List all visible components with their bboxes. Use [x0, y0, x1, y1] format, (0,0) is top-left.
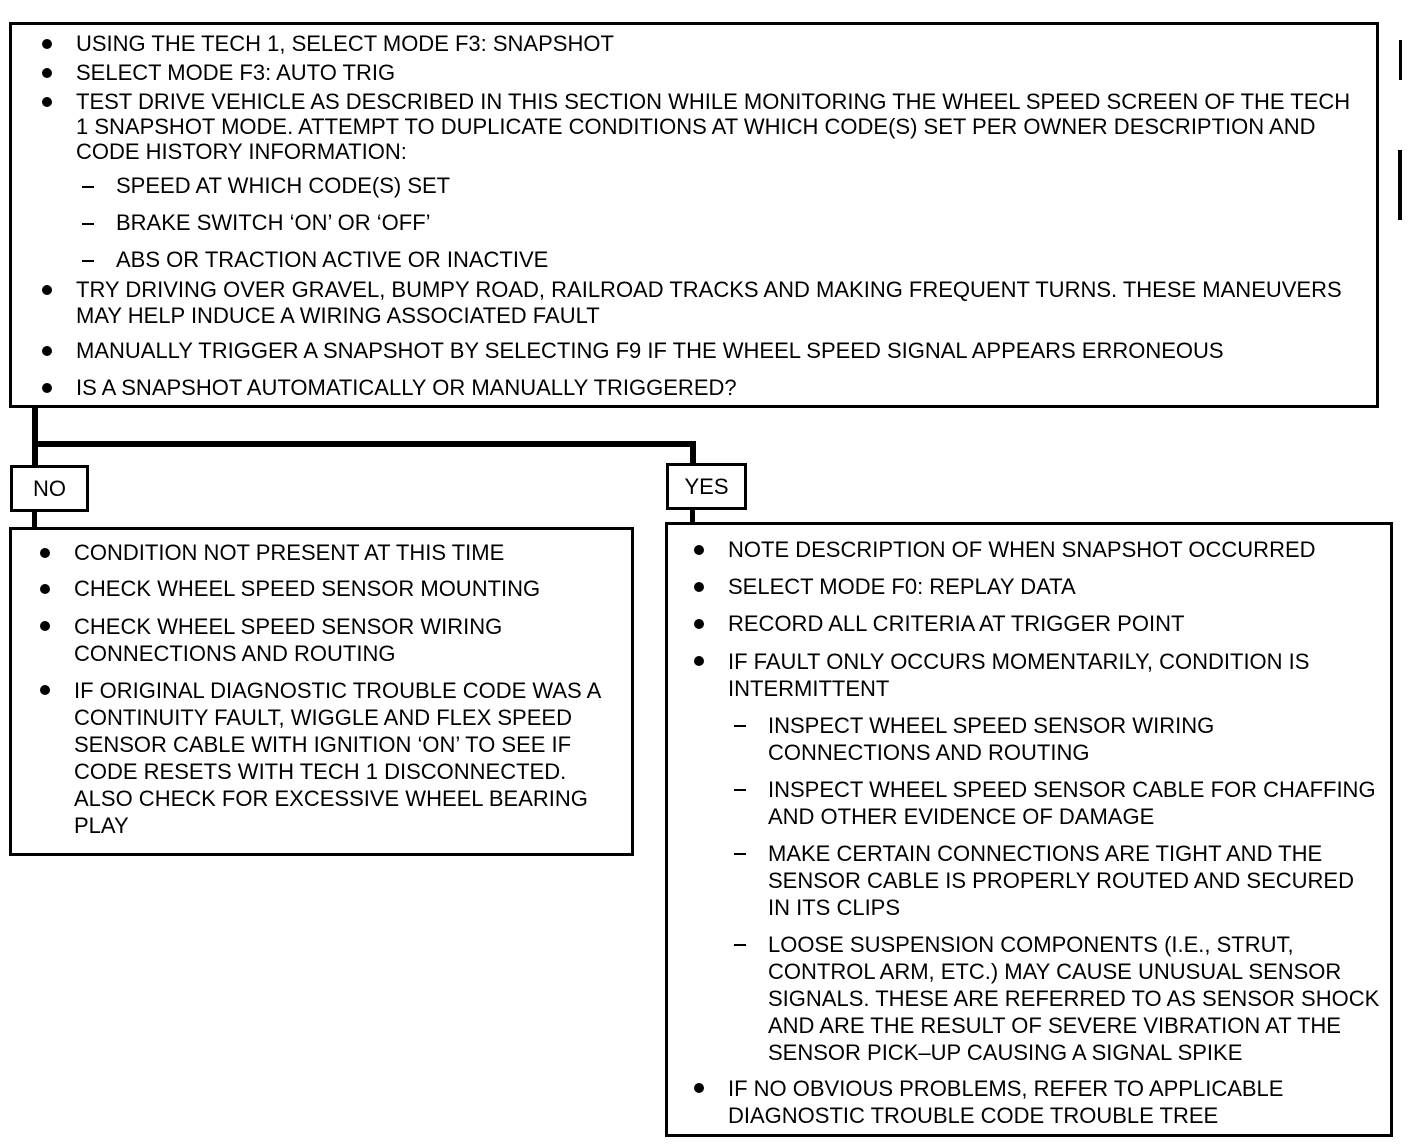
list-item: CHECK WHEEL SPEED SENSOR WIRING CONNECTIONS AND ROUTING: [22, 613, 619, 677]
list-item: SELECT MODE F0: REPLAY DATA: [676, 574, 1380, 611]
question-box: [9, 22, 1379, 408]
list-item: CHECK WHEEL SPEED SENSOR MOUNTING: [22, 576, 619, 613]
list-item: RECORD ALL CRITERIA AT TRIGGER POINT: [676, 611, 1380, 648]
list-item: IF NO OBVIOUS PROBLEMS, REFER TO APPLICABLE DIAGNOSTIC TROUBLE CODE TROUBLE TREE: [676, 1075, 1380, 1129]
no-action-list: [22, 540, 619, 839]
yes-action-box: [665, 522, 1393, 1137]
list-item: IF ORIGINAL DIAGNOSTIC TROUBLE CODE WAS A CONTINUITY FAULT, WIGGLE AND FLEX SPEED SENSOR CABLE WITH IGNITION ‘ON’ TO SEE IF CODE RESETS WITH TECH 1 DISCONNECTED. ALSO CHECK FOR EXCESSIVE WHEEL BEARING PLAY: [22, 677, 619, 839]
list-item: BRAKE SWITCH ‘ON’ OR ‘OFF’: [24, 210, 1360, 247]
list-item: MANUALLY TRIGGER A SNAPSHOT BY SELECTING F9 IF THE WHEEL SPEED SIGNAL APPEARS ERRONEOUS: [24, 338, 1360, 375]
list-item: INSPECT WHEEL SPEED SENSOR WIRING CONNECTIONS AND ROUTING: [676, 712, 1380, 776]
list-item: SPEED AT WHICH CODE(S) SET: [24, 173, 1360, 210]
edge-artifact: [1399, 40, 1402, 80]
edge-artifact: [1398, 150, 1402, 220]
connector-line: [32, 408, 38, 466]
list-item: INSPECT WHEEL SPEED SENSOR CABLE FOR CHAFFING AND OTHER EVIDENCE OF DAMAGE: [676, 776, 1380, 840]
list-item: MAKE CERTAIN CONNECTIONS ARE TIGHT AND THE SENSOR CABLE IS PROPERLY ROUTED AND SECURED IN ITS CLIPS: [676, 840, 1380, 931]
yes-action-list: [676, 537, 1380, 1129]
no-action-box: [9, 527, 634, 856]
list-item: TRY DRIVING OVER GRAVEL, BUMPY ROAD, RAILROAD TRACKS AND MAKING FREQUENT TURNS. THESE MANEUVERS MAY HELP INDUCE A WIRING ASSOCIATED FAULT: [24, 277, 1360, 338]
list-item: IS A SNAPSHOT AUTOMATICALLY OR MANUALLY TRIGGERED?: [24, 375, 1360, 405]
list-item: ABS OR TRACTION ACTIVE OR INACTIVE: [24, 247, 1360, 277]
no-label: NO: [10, 465, 89, 512]
list-item: USING THE TECH 1, SELECT MODE F3: SNAPSHOT: [24, 31, 1360, 60]
list-item: SELECT MODE F3: AUTO TRIG: [24, 60, 1360, 89]
list-item: CONDITION NOT PRESENT AT THIS TIME: [22, 540, 619, 576]
list-item: TEST DRIVE VEHICLE AS DESCRIBED IN THIS SECTION WHILE MONITORING THE WHEEL SPEED SCREEN OF THE TECH 1 SNAPSHOT MODE. ATTEMPT TO DUPLICATE CONDITIONS AT WHICH CODE(S) SET PER OWNER DESCRIPTION AND CODE HISTORY INFORMATION:: [24, 89, 1360, 173]
list-item: LOOSE SUSPENSION COMPONENTS (I.E., STRUT, CONTROL ARM, ETC.) MAY CAUSE UNUSUAL SENSOR SIGNALS. THESE ARE REFERRED TO AS SENSOR SHOCK AND ARE THE RESULT OF SEVERE VIBRATION AT THE SENSOR PICK–UP CAUSING A SIGNAL SPIKE: [676, 931, 1380, 1075]
question-list: [24, 31, 1360, 405]
list-item: NOTE DESCRIPTION OF WHEN SNAPSHOT OCCURRED: [676, 537, 1380, 574]
list-item: IF FAULT ONLY OCCURS MOMENTARILY, CONDITION IS INTERMITTENT: [676, 648, 1380, 712]
yes-label: YES: [666, 463, 747, 510]
connector-line: [32, 441, 696, 447]
